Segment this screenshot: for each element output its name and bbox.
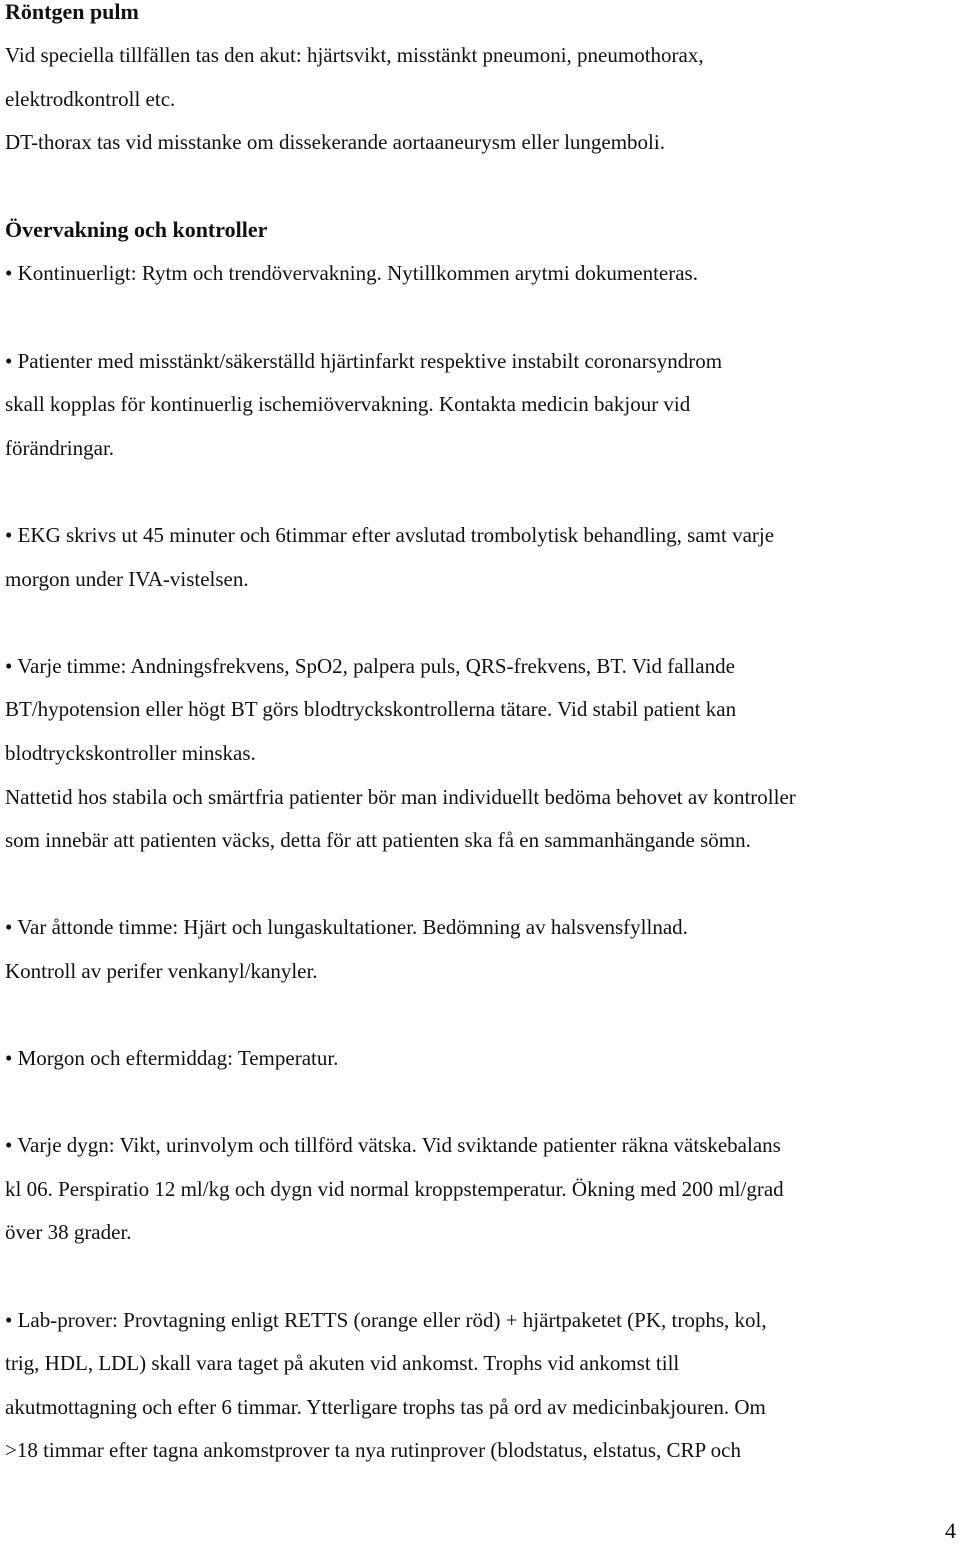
list-item bbox=[5, 906, 960, 993]
text-line: >18 timmar efter tagna ankomstprover ta nya rutinprover (blodstatus, elstatus, CRP och bbox=[5, 1438, 741, 1463]
text-line: skall kopplas för kontinuerlig ischemiövervakning. Kontakta medicin bakjour vid bbox=[5, 392, 691, 417]
text-line: • Patienter med misstänkt/säkerställd hjärtinfarkt respektive instabilt coronarsyndrom bbox=[5, 348, 723, 373]
text-line: • Kontinuerligt: Rytm och trendövervakning. Nytillkommen arytmi dokumenteras. bbox=[5, 261, 698, 286]
page-number: 4 bbox=[945, 1518, 956, 1543]
text-line: • Varje dygn: Vikt, urinvolym och tillförd vätska. Vid sviktande patienter räkna vätskebalans bbox=[5, 1133, 781, 1158]
text-line: BT/hypotension eller högt BT görs blodtryckskontrollerna tätare. Vid stabil patient kan bbox=[5, 697, 737, 722]
list-item bbox=[5, 514, 960, 601]
text-line: morgon under IVA-vistelsen. bbox=[5, 566, 249, 591]
text-line: över 38 grader. bbox=[5, 1220, 132, 1245]
text-line: Vid speciella tillfällen tas den akut: hjärtsvikt, misstänkt pneumoni, pneumothorax, bbox=[5, 43, 704, 67]
text-line: kl 06. Perspiratio 12 ml/kg och dygn vid normal kroppstemperatur. Ökning med 200 ml/grad bbox=[5, 1176, 784, 1201]
text-line: Kontroll av perifer venkanyl/kanyler. bbox=[5, 958, 318, 983]
text-line: trig, HDL, LDL) skall vara taget på akuten vid ankomst. Trophs vid ankomst till bbox=[5, 1351, 680, 1376]
paragraph-rontgen bbox=[5, 34, 960, 165]
text-line: • EKG skrivs ut 45 minuter och 6timmar efter avslutad trombolytisk behandling, samt varje bbox=[5, 522, 775, 547]
text-line: DT-thorax tas vid misstanke om dissekerande aortaaneurysm eller lungemboli. bbox=[5, 130, 665, 155]
list-item bbox=[5, 340, 960, 471]
list-item bbox=[5, 645, 960, 863]
text-line: • Varje timme: Andningsfrekvens, SpO2, palpera puls, QRS-frekvens, BT. Vid fallande bbox=[5, 653, 735, 678]
text-line: • Morgon och eftermiddag: Temperatur. bbox=[5, 1046, 339, 1071]
text-line: blodtryckskontroller minskas. bbox=[5, 740, 256, 765]
document-page bbox=[5, 0, 960, 1473]
list-item bbox=[5, 252, 960, 296]
list-item bbox=[5, 1299, 960, 1473]
text-line: som innebär att patienten väcks, detta för att patienten ska få en sammanhängande sömn. bbox=[5, 828, 751, 853]
text-line: förändringar. bbox=[5, 435, 115, 460]
text-line: elektrodkontroll etc. bbox=[5, 86, 176, 111]
text-line: akutmottagning och efter 6 timmar. Ytterligare trophs tas på ord av medicinbakjouren. Om bbox=[5, 1394, 766, 1419]
list-item bbox=[5, 1037, 960, 1081]
text-line: • Var åttonde timme: Hjärt och lungaskultationer. Bedömning av halsvensfyllnad. bbox=[5, 915, 688, 940]
list-item bbox=[5, 1124, 960, 1255]
text-line: Nattetid hos stabila och smärtfria patienter bör man individuellt bedöma behovet av kontroller bbox=[5, 784, 796, 809]
section-heading-overvakning: Övervakning och kontroller bbox=[5, 217, 268, 243]
section-heading-rontgen: Röntgen pulm bbox=[5, 0, 139, 24]
text-line: • Lab-prover: Provtagning enligt RETTS (orange eller röd) + hjärtpaketet (PK, trophs, kol, bbox=[5, 1307, 767, 1332]
